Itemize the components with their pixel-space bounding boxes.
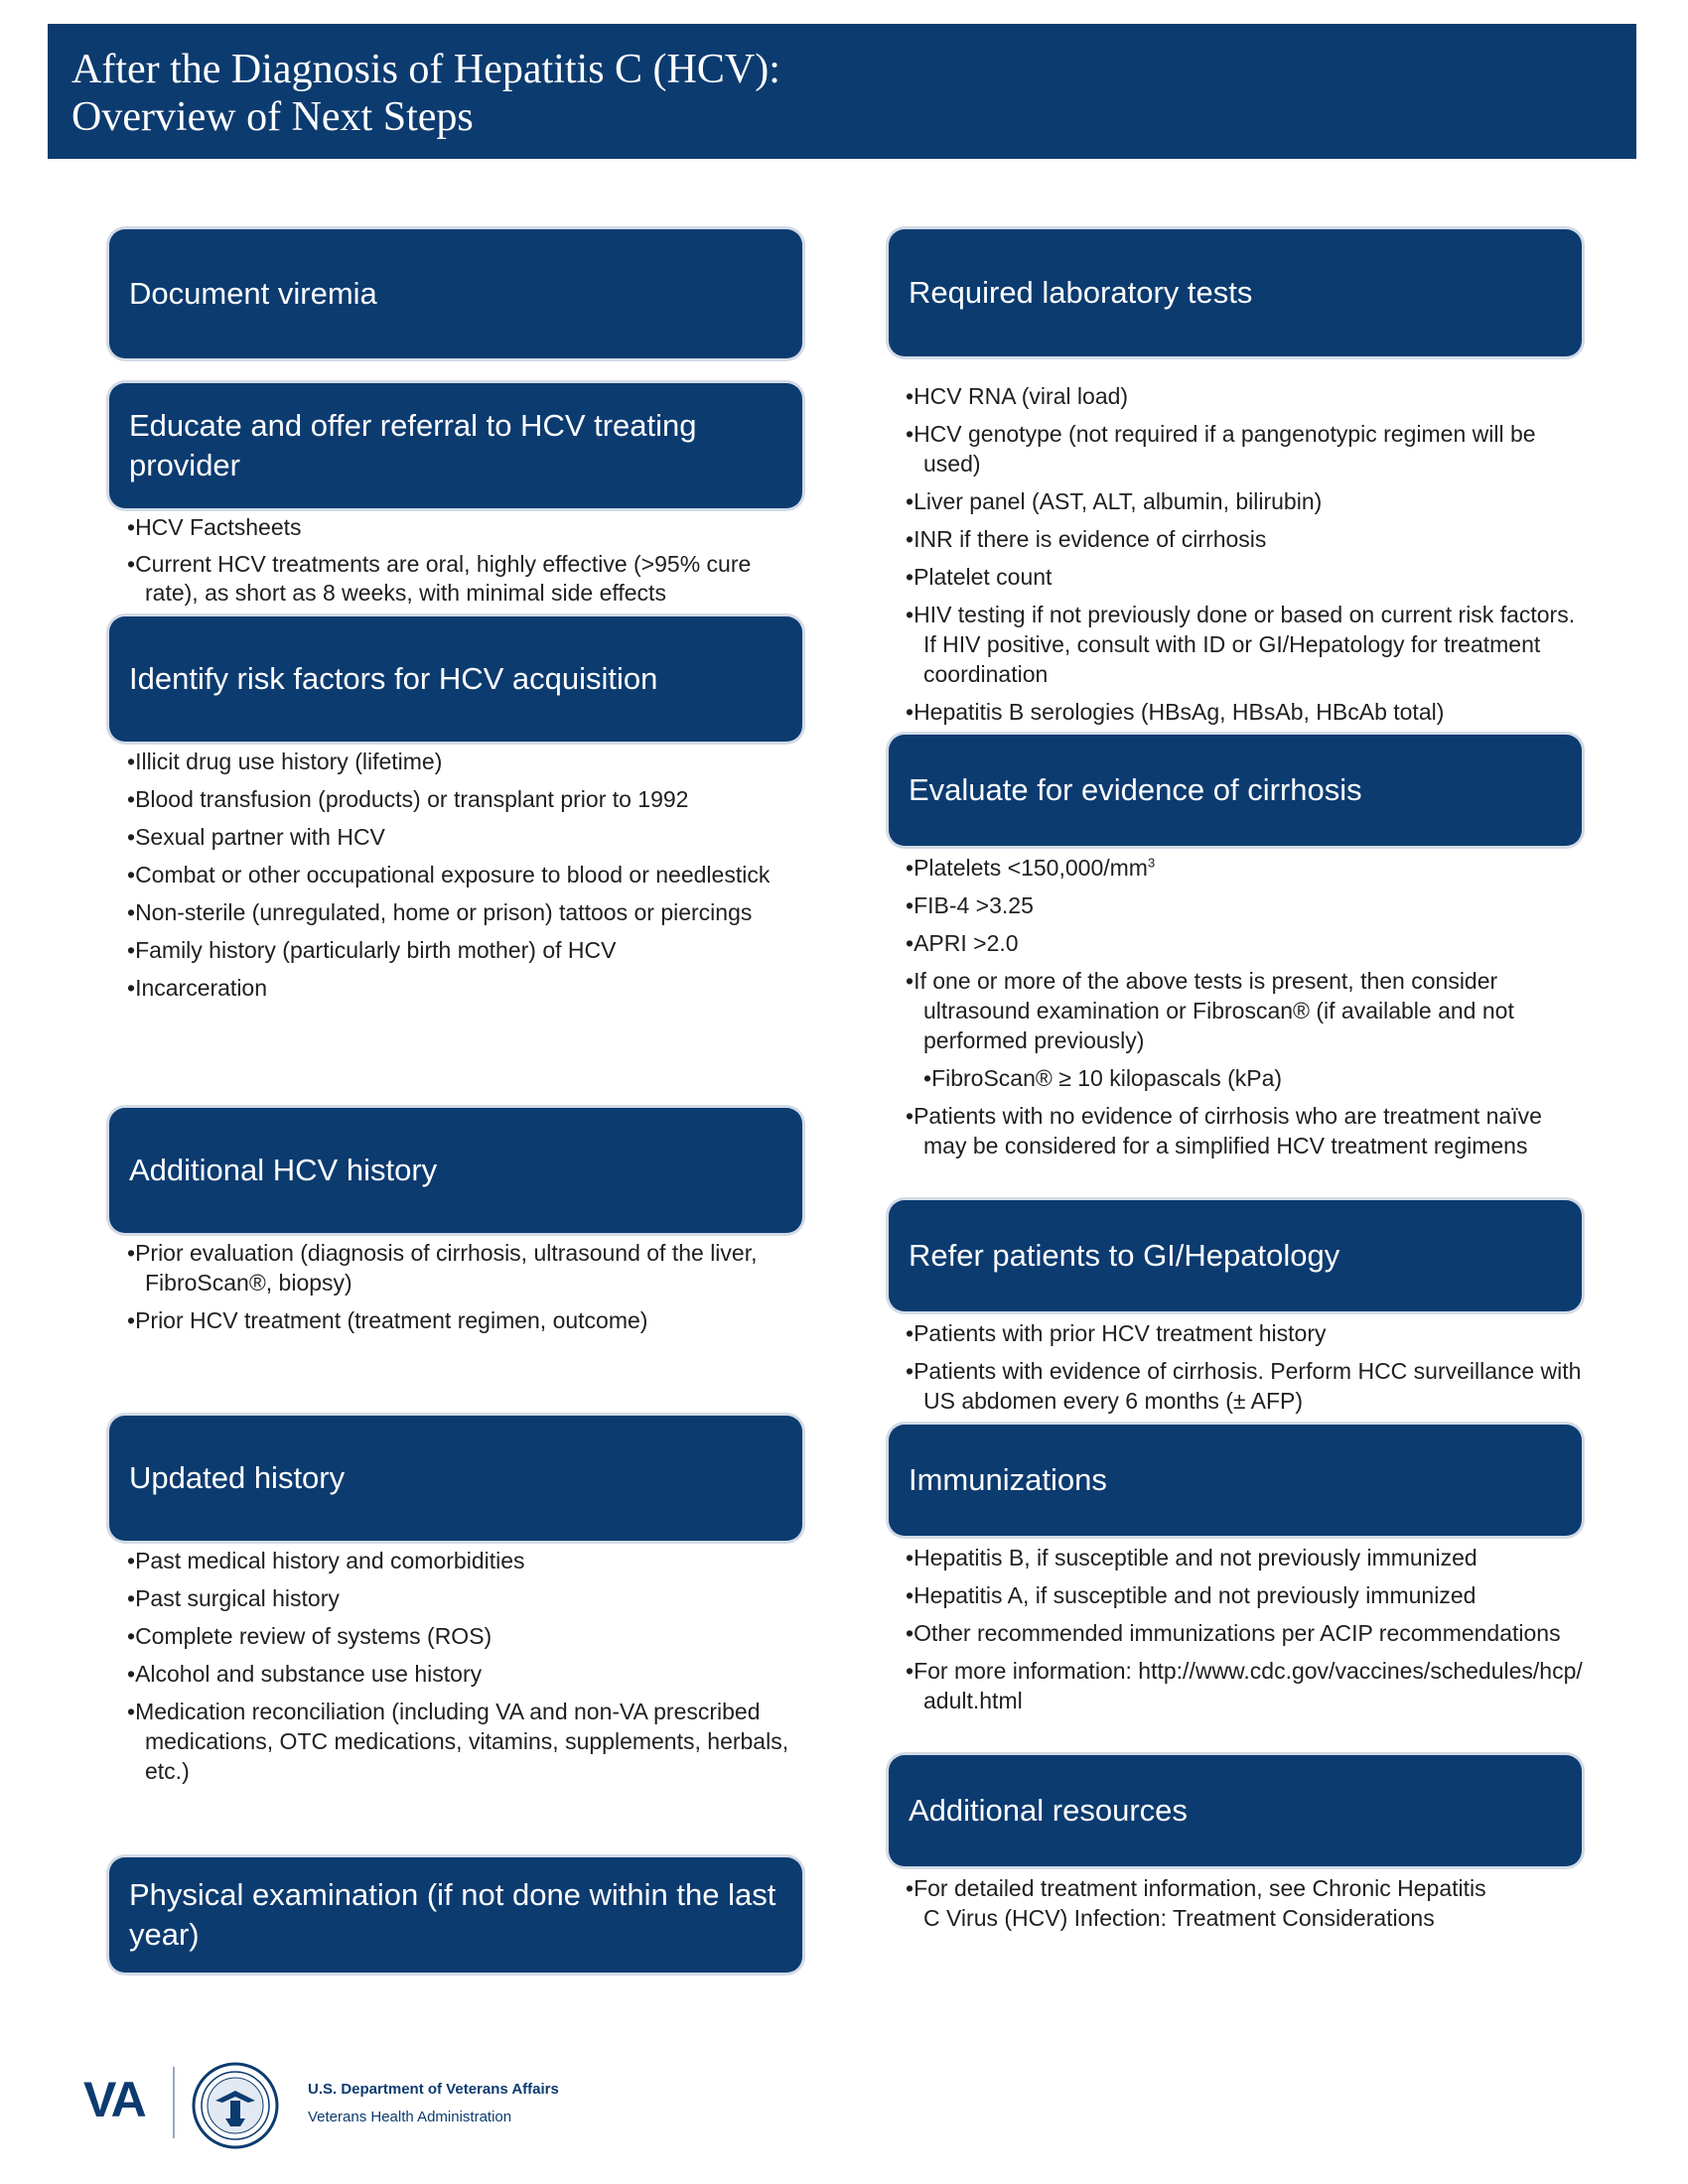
list-item: • Illicit drug use history (lifetime)	[127, 747, 802, 776]
updated-history-list	[127, 1546, 802, 1794]
page-title-line1: After the Diagnosis of Hepatitis C (HCV):	[71, 47, 780, 92]
platelets-text: Platelets <150,000/mm	[914, 855, 1148, 881]
section-title: Additional HCV history	[129, 1153, 438, 1187]
list-item: • FIB-4 >3.25	[906, 890, 1591, 920]
list-item: • For detailed treatment information, see Chronic Hepatitis C Virus (HCV) Infection: Treatment Considerations	[906, 1873, 1501, 1933]
educate-list	[127, 512, 802, 615]
resources-list	[906, 1873, 1501, 1941]
section-updated-history	[109, 1416, 802, 1541]
list-item: • Other recommended immunizations per ACIP recommendations	[906, 1618, 1591, 1648]
section-physical-examination	[109, 1857, 802, 1973]
section-title: Document viremia	[129, 276, 377, 311]
list-item: • Blood transfusion (products) or transplant prior to 1992	[127, 784, 802, 814]
list-item: • Patients with no evidence of cirrhosis who are treatment naïve may be considered for a simplified HCV treatment regimens	[906, 1101, 1591, 1160]
additional-history-list	[127, 1238, 802, 1343]
list-item: • Past surgical history	[127, 1583, 802, 1613]
section-evaluate-cirrhosis	[889, 735, 1582, 846]
section-title: Physical examination (if not done within the last year)	[129, 1877, 776, 1952]
list-item: • APRI >2.0	[906, 928, 1591, 958]
section-educate-referral	[109, 383, 802, 508]
page-title-line2: Overview of Next Steps	[71, 94, 474, 140]
section-required-lab-tests	[889, 229, 1582, 356]
list-item: • For more information: http://www.cdc.gov/vaccines/schedules/hcp/adult.html	[906, 1656, 1591, 1715]
list-item: • Combat or other occupational exposure to blood or needlestick	[127, 860, 802, 889]
list-item: • HCV Factsheets	[127, 512, 802, 542]
section-title: Refer patients to GI/Hepatology	[909, 1238, 1340, 1273]
list-item: • Alcohol and substance use history	[127, 1659, 802, 1689]
list-item: • Hepatitis B, if susceptible and not previously immunized	[906, 1543, 1591, 1572]
administration-name: Veterans Health Administration	[308, 2109, 512, 2125]
list-item: • INR if there is evidence of cirrhosis	[906, 524, 1591, 554]
risk-factors-list	[127, 747, 802, 1011]
section-title: Immunizations	[909, 1462, 1107, 1497]
footer-divider	[173, 2067, 175, 2138]
section-title: Additional resources	[909, 1793, 1188, 1828]
list-item: • Prior HCV treatment (treatment regimen, outcome)	[127, 1305, 802, 1335]
section-title: Identify risk factors for HCV acquisition	[129, 661, 658, 696]
section-additional-hcv-history	[109, 1108, 802, 1233]
list-sub-item: • FibroScan® ≥ 10 kilopascals (kPa)	[906, 1063, 1591, 1093]
list-item: • HCV genotype (not required if a pangenotypic regimen will be used)	[906, 419, 1591, 478]
list-item: • Current HCV treatments are oral, highly effective (>95% cure rate), as short as 8 weeks, with minimal side effects	[127, 550, 802, 608]
section-immunizations	[889, 1425, 1582, 1536]
section-title: Updated history	[129, 1460, 346, 1495]
immunizations-list	[906, 1543, 1591, 1723]
page-header	[48, 24, 1636, 159]
list-item: • Liver panel (AST, ALT, albumin, bilirubin)	[906, 486, 1591, 516]
department-name: U.S. Department of Veterans Affairs	[308, 2081, 559, 2098]
va-logo: VA	[83, 2072, 145, 2127]
list-item: • Hepatitis B serologies (HBsAg, HBsAb, HBcAb total)	[906, 697, 1591, 727]
section-title: Evaluate for evidence of cirrhosis	[909, 772, 1362, 807]
list-item: • If one or more of the above tests is present, then consider ultrasound examination or Fibroscan® (if available and not performed previously)	[906, 966, 1591, 1055]
section-document-viremia	[109, 229, 802, 358]
list-item: • Hepatitis A, if susceptible and not previously immunized	[906, 1580, 1591, 1610]
section-risk-factors	[109, 616, 802, 742]
lab-tests-list	[906, 381, 1591, 735]
list-item: • Past medical history and comorbidities	[127, 1546, 802, 1575]
refer-list	[906, 1318, 1591, 1424]
list-item: • Sexual partner with HCV	[127, 822, 802, 852]
va-seal-icon	[191, 2061, 280, 2150]
list-item: • Non-sterile (unregulated, home or prison) tattoos or piercings	[127, 897, 802, 927]
section-additional-resources	[889, 1755, 1582, 1866]
list-item: • Prior evaluation (diagnosis of cirrhosis, ultrasound of the liver, FibroScan®, biopsy)	[127, 1238, 802, 1297]
list-item: • Patients with prior HCV treatment history	[906, 1318, 1591, 1348]
list-item: • Patients with evidence of cirrhosis. Perform HCC surveillance with US abdomen every 6 months (± AFP)	[906, 1356, 1591, 1416]
list-item: • Family history (particularly birth mother) of HCV	[127, 935, 802, 965]
section-refer-gi-hepatology	[889, 1200, 1582, 1311]
list-item: • Platelet count	[906, 562, 1591, 592]
list-item: • Medication reconciliation (including VA and non-VA prescribed medications, OTC medications, vitamins, supplements, herbals, etc.)	[127, 1697, 802, 1786]
list-item: • Complete review of systems (ROS)	[127, 1621, 802, 1651]
list-item: • Incarceration	[127, 973, 802, 1003]
list-item	[906, 853, 1591, 883]
list-item: • HCV RNA (viral load)	[906, 381, 1591, 411]
list-item: • HIV testing if not previously done or based on current risk factors. If HIV positive, consult with ID or GI/Hepatology for treatment coordination	[906, 600, 1591, 689]
section-title: Required laboratory tests	[909, 275, 1253, 310]
cirrhosis-list	[906, 853, 1591, 1168]
superscript: 3	[1147, 855, 1156, 871]
section-title: Educate and offer referral to HCV treating provider	[129, 408, 697, 482]
